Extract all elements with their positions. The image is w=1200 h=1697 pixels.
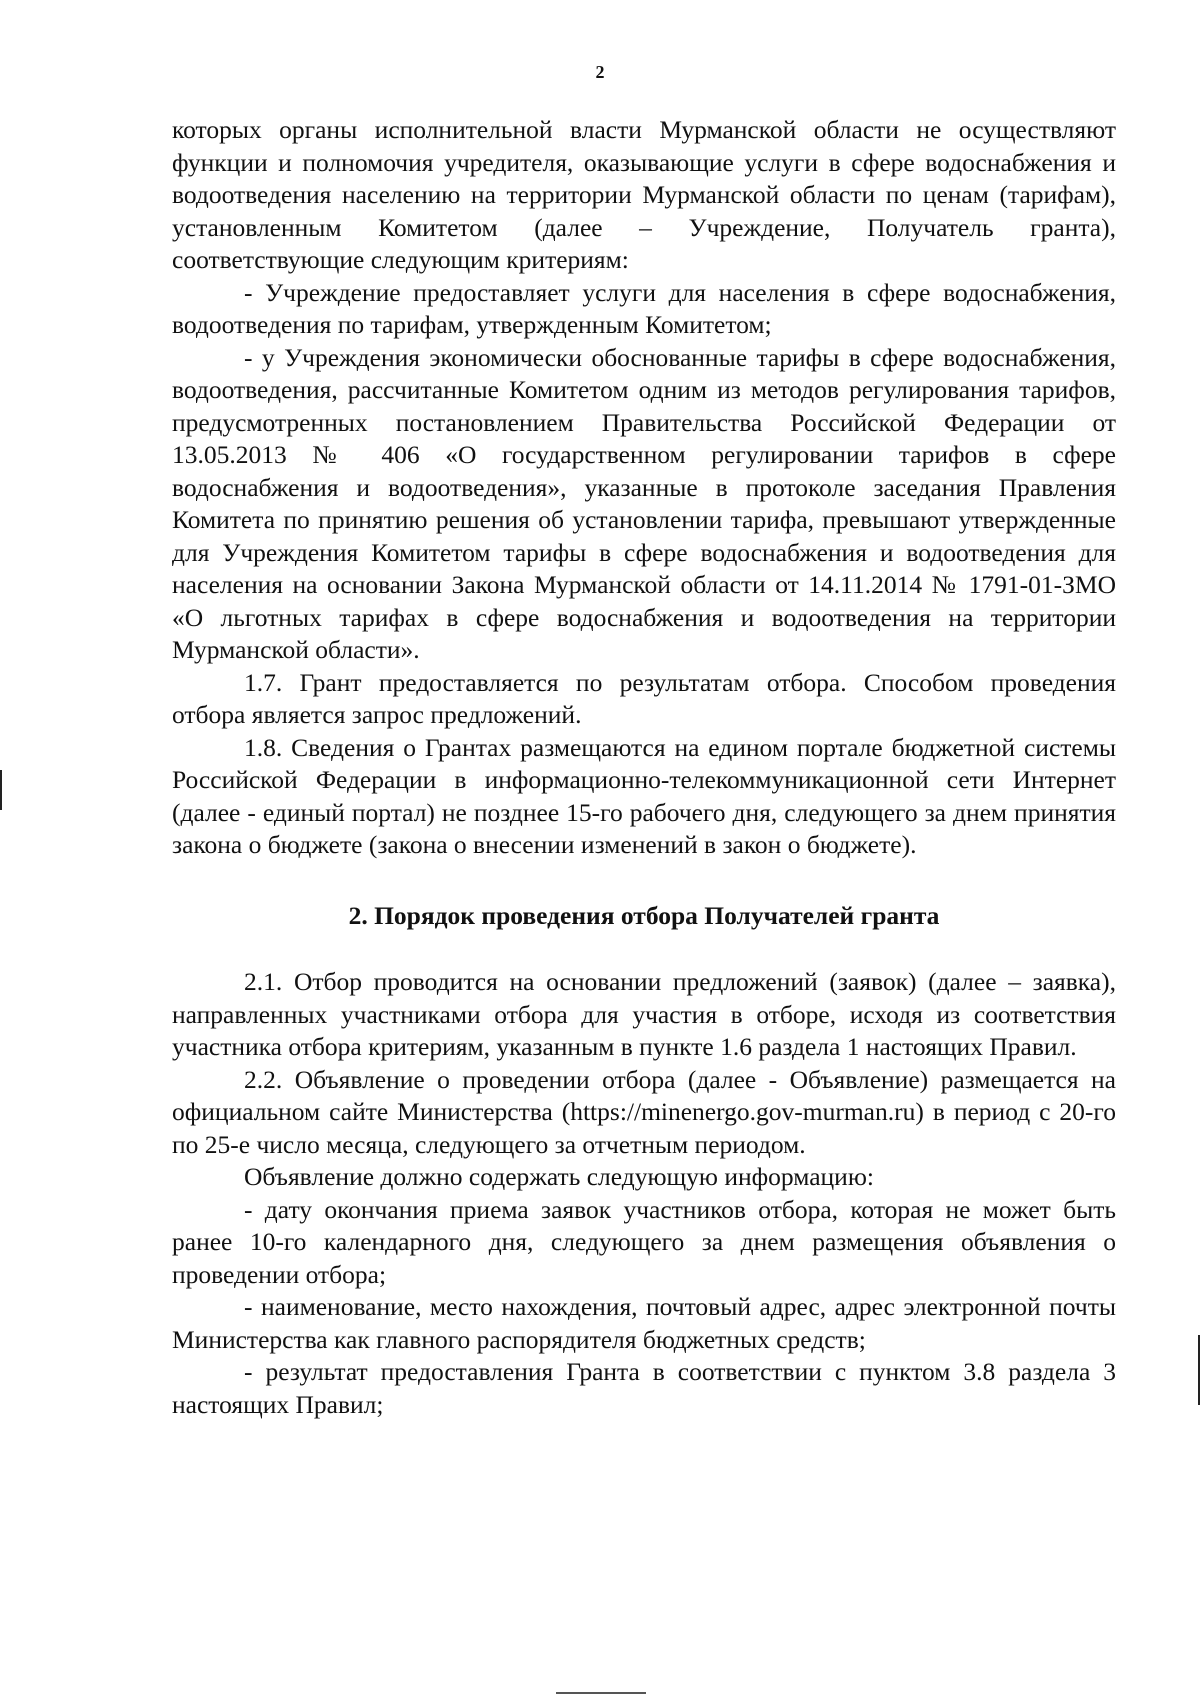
paragraph-announcement-intro: Объявление должно содержать следующую информацию: (244, 1162, 874, 1191)
scan-mark-bottom (556, 1692, 646, 1694)
paragraph-2-2: 2.2. Объявление о проведении отбора (далее - Объявление) размещается на официальном сайте Министерства (https://minenergo.gov-murman.ru) в период с 20-го по 25-е число месяца, следующего за отчетным периодом. (172, 1064, 1116, 1159)
document-body (172, 114, 1116, 1421)
paragraph-criterion-1: - Учреждение предоставляет услуги для населения в сфере водоснабжения, водоотведения по тарифам, утвержденным Комитетом; (172, 277, 1116, 339)
page-number: 2 (595, 62, 605, 82)
paragraph-2-1: 2.1. Отбор проводится на основании предложений (заявок) (далее – заявка), направленных участниками отбора для участия в отборе, исходя из соответствия участника отбора критериям, указанным в пункте 1.6 раздела 1 настоящих Правил. (172, 967, 1116, 1061)
section-heading: 2. Порядок проведения отбора Получателей гранта (348, 900, 940, 930)
paragraph-1-7: 1.7. Грант предоставляется по результатам отбора. Способом проведения отбора является запрос предложений. (172, 667, 1116, 729)
paragraph-1-8: 1.8. Сведения о Грантах размещаются на едином портале бюджетной системы Российской Федерации в информационно-телекоммуникационной сети Интернет (далее - единый портал) не позднее 15-го рабочего дня, следующего за днем принятия закона о бюджете (закона о внесении изменений в закон о бюджете). (172, 732, 1116, 859)
scan-mark-left (0, 770, 2, 810)
paragraph-criterion-2: - у Учреждения экономически обоснованные тарифы в сфере водоснабжения, водоотведения, рассчитанные Комитетом одним из методов регулирования тарифов, предусмотренных постановлением Правительства Российской Федерации от 13.05.2013 № 406 «О государственном регулировании тарифов в сфере водоснабжения и водоотведения», указанные в протоколе заседания Правления Комитета по принятию решения об установлении тарифа, превышают утвержденные для Учреждения Комитетом тарифы в сфере водоснабжения и водоотведения для населения на основании Закона Мурманской области от 14.11.2014 № 1791-01-ЗМО «О льготных тарифах в сфере водоснабжения и водоотведения на территории Мурманской области». (172, 342, 1116, 664)
paragraph-item-ministry-info: - наименование, место нахождения, почтовый адрес, адрес электронной почты Министерства как главного распорядителя бюджетных средств; (172, 1292, 1116, 1354)
paragraph-item-result: - результат предоставления Гранта в соответствии с пунктом 3.8 раздела 3 настоящих Правил; (172, 1357, 1116, 1419)
paragraph-item-deadline: - дату окончания приема заявок участников отбора, которая не может быть ранее 10-го календарного дня, следующего за днем размещения объявления о проведении отбора; (172, 1194, 1116, 1289)
paragraph-intro: которых органы исполнительной власти Мурманской области не осуществляют функции и полномочия учредителя, оказывающие услуги в сфере водоснабжения и водоотведения населению на территории Мурманской области по ценам (тарифам), установленным Комитетом (далее – Учреждение, Получатель гранта), соответствующие следующим критериям: (172, 115, 1116, 274)
